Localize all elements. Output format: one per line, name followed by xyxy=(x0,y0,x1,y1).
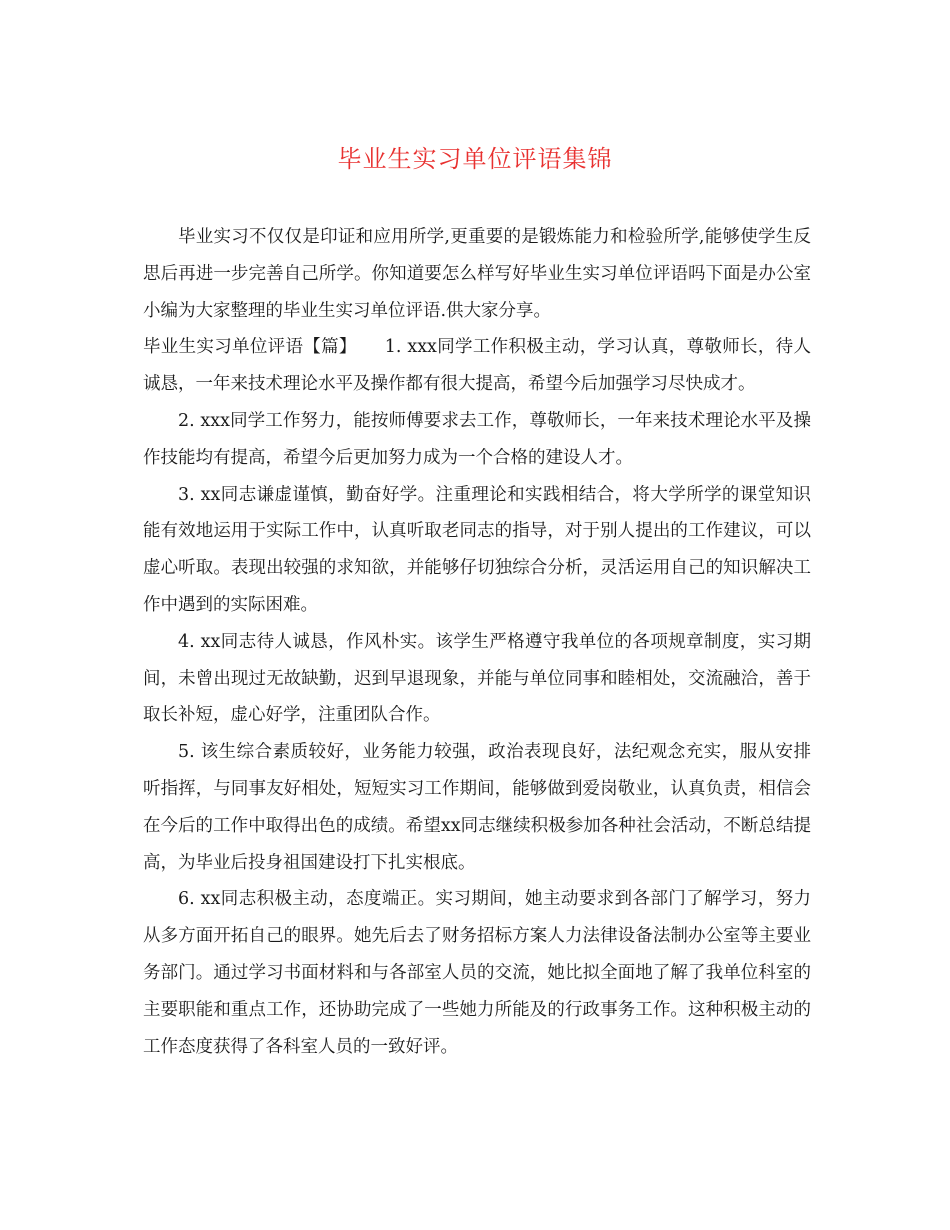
item-1-text: 1. xxx同学工作积极主动，学习认真，尊敬师长，待人诚恳，一年来技术理论水平及操作都有很大提高，希望今后加强学习尽快成才。 xyxy=(143,337,811,395)
intro-paragraph: 毕业实习不仅仅是印证和应用所学,更重要的是锻炼能力和检验所学,能够使学生反思后再进一步完善自己所学。你知道要怎么样写好毕业生实习单位评语吗下面是办公室小编为大家整理的毕业生实习单位评语.供大家分享。 xyxy=(143,227,811,321)
section-label: 毕业生实习单位评语【篇】 xyxy=(143,337,357,358)
item-4-paragraph: 4. xx同志待人诚恳，作风朴实。该学生严格遵守我单位的各项规章制度，实习期间，未曾出现过无故缺勤，迟到早退现象，并能与单位同事和睦相处，交流融洽，善于取长补短，虚心好学，注重团队合作。 xyxy=(143,631,811,726)
item-2-paragraph: 2. xxx同学工作努力，能按师傅要求去工作，尊敬师长，一年来技术理论水平及操作技能均有提高，希望今后更加努力成为一个合格的建设人才。 xyxy=(143,410,811,468)
item-6-paragraph: 6. xx同志积极主动，态度端正。实习期间，她主动要求到各部门了解学习，努力从多方面开拓自己的眼界。她先后去了财务招标方案人力法律设备法制办公室等主要业务部门。通过学习书面材料和与各部室人员的交流，她比拟全面地了解了我单位科室的主要职能和重点工作，还协助完成了一些她力所能及的行政事务工作。这种积极主动的工作态度获得了各科室人员的一致好评。 xyxy=(143,889,811,1057)
item-3-paragraph: 3. xx同志谦虚谨慎，勤奋好学。注重理论和实践相结合，将大学所学的课堂知识能有效地运用于实际工作中，认真听取老同志的指导，对于别人提出的工作建议，可以虚心听取。表现出较强的求知欲，并能够仔切独综合分析，灵活运用自己的知识解决工作中遇到的实际困难。 xyxy=(143,484,811,615)
item-5-paragraph: 5. 该生综合素质较好，业务能力较强，政治表现良好，法纪观念充实，服从安排听指挥，与同事友好相处，短短实习工作期间，能够做到爱岗敬业，认真负责，相信会在今后的工作中取得出色的成绩。希望xx同志继续积极参加各种社会活动，不断总结提高，为毕业后投身祖国建设打下扎实根底。 xyxy=(143,742,811,873)
document-body xyxy=(143,219,811,1065)
page-title: 毕业生实习单位评语集锦 xyxy=(337,145,613,173)
section-paragraph xyxy=(143,329,811,403)
